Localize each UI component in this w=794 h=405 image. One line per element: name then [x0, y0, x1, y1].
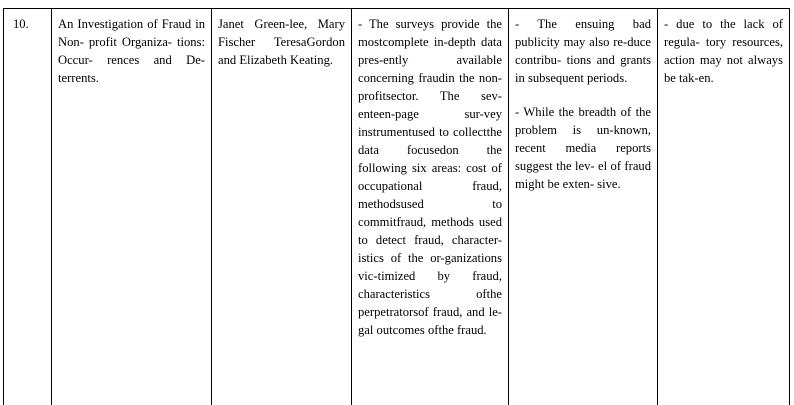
method-cell	[351, 9, 508, 405]
authors-cell	[211, 9, 351, 405]
limitations-cell	[657, 9, 789, 405]
study-limitations: - due to the lack of regula- tory resources, action may not always be tak-en.	[664, 17, 783, 85]
study-finding-2: - While the breadth of the problem is un-known, recent media reports suggest the lev- el of fraud might be exten- sive.	[515, 105, 651, 191]
findings-cell	[508, 9, 657, 405]
study-finding-1: - The ensuing bad publicity may also re-duce contribu- tions and grants in subsequent periods.	[515, 17, 651, 85]
title-cell	[51, 9, 211, 405]
study-title: An Investigation of Fraud in Non- profit Organiza- tions: Occur- rences and De- terrents.	[58, 17, 205, 85]
paragraph-gap	[515, 87, 651, 103]
row-number: 10.	[13, 17, 29, 31]
literature-table-row	[3, 8, 790, 405]
study-authors: Janet Green-lee, Mary Fischer TeresaGordon and Elizabeth Keating.	[218, 17, 345, 67]
study-method: - The surveys provide the mostcomplete in-depth data pres-ently available concerning fraudin the non-profitsector. The sev-enteen-page sur-vey instrumentused to collectthe data focusedon the following six areas: cost of occupational fraud, methodsused to commitfraud, methods used to detect fraud, character-istics of the or-ganizations vic-timized by fraud, characteristics ofthe perpetratorsof fraud, and le-gal outcomes ofthe fraud.	[358, 17, 502, 337]
row-number-cell	[4, 9, 51, 405]
